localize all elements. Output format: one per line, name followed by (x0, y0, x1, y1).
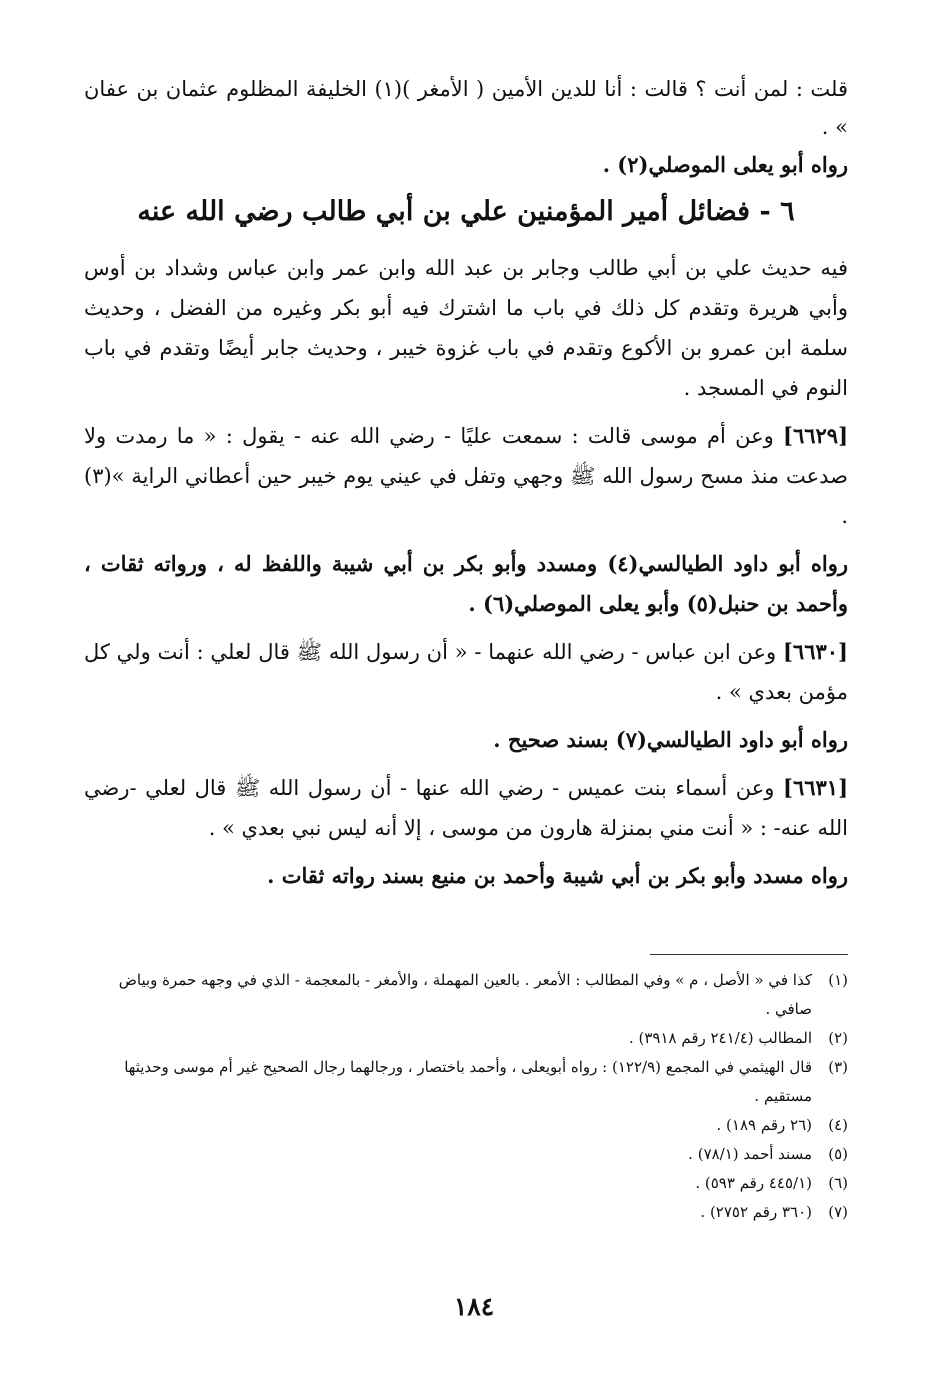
footnote-6 (84, 1169, 848, 1198)
hadith-6630 (84, 632, 848, 712)
narration-6629: رواه أبو داود الطيالسي(٤) ومسدد وأبو بكر بن أبي شيبة واللفظ له ، ورواته ثقات ، وأحمد بن حنبل(٥) وأبو يعلى الموصلي(٦) . (84, 551, 848, 616)
footnote-number: (٧) (828, 1203, 848, 1221)
footnote-5 (84, 1140, 848, 1169)
hadith-text: وعن أسماء بنت عميس - رضي الله عنها - أن رسول الله ﷺ قال لعلي -رضي الله عنه- : « أنت مني بمنزلة هارون من موسى ، إلا أنه ليس نبي بعدي » . (84, 776, 848, 840)
footnote-7 (84, 1198, 848, 1227)
intro-paragraph: فيه حديث علي بن أبي طالب وجابر بن عبد الله وابن عمر وابن عباس وشداد بن أوس وأبي هريرة وتقدم كل ذلك في باب ما اشترك فيه أبو بكر وغيره من الفضل ، وحديث سلمة ابن عمرو بن الأكوع وتقدم في باب غزوة خيبر ، وحديث جابر أيضًا وتقدم في باب النوم في المسجد . (84, 256, 848, 400)
hadith-number: [٦٦٢٩] (783, 423, 848, 448)
narration-6630: رواه أبو داود الطيالسي(٧) بسند صحيح . (493, 727, 848, 752)
footnote-number: (٥) (828, 1145, 848, 1163)
footnote-text: كذا في « الأصل ، م » وفي المطالب : الأمعر . بالعين المهملة ، والأمغر - بالمعجمة - الذي في وجهه حمرة وبياض صافي . (118, 971, 812, 1018)
footnote-number: (٣) (828, 1058, 848, 1076)
footnote-text: قال الهيثمي في المجمع (١٢٢/٩) : رواه أبويعلى ، وأحمد باختصار ، ورجالهما رجال الصحيح غير أم موسى وحديثها مستقيم . (124, 1058, 812, 1105)
hadith-number: [٦٦٣٠] (782, 639, 848, 664)
hadith-text: وعن ابن عباس - رضي الله عنهما - « أن رسول الله ﷺ قال لعلي : أنت ولي كل مؤمن بعدي » . (84, 640, 848, 704)
footnote-text: (٢٦ رقم ١٨٩) . (716, 1116, 812, 1134)
hadith-text: وعن أم موسى قالت : سمعت عليًا - رضي الله عنه - يقول : « ما رمدت ولا صدعت منذ مسح رسول الله ﷺ وجهي وتفل في عيني يوم خيبر حين أعطاني الراية »(٣) . (84, 424, 848, 528)
footnote-divider (650, 954, 848, 955)
footnote-2 (84, 1024, 848, 1053)
section-heading: ٦ - فضائل أمير المؤمنين علي بن أبي طالب رضي الله عنه (137, 196, 795, 227)
footnote-number: (١) (828, 971, 848, 989)
footnote-number: (٤) (828, 1116, 848, 1134)
hadith-6629 (84, 416, 848, 536)
footnote-3 (84, 1053, 848, 1111)
top-line-2: رواه أبو يعلى الموصلي(٢) . (602, 152, 848, 177)
footnotes (84, 966, 848, 1227)
footnote-number: (٦) (828, 1174, 848, 1192)
footnote-text: (٣٦٠ رقم ٢٧٥٢) . (700, 1203, 812, 1221)
footnote-1 (84, 966, 848, 1024)
hadith-number: [٦٦٣١] (783, 775, 848, 800)
footnote-text: (٤٤٥/١ رقم ٥٩٣) . (695, 1174, 812, 1192)
narration-6631: رواه مسدد وأبو بكر بن أبي شيبة وأحمد بن منيع بسند رواته ثقات . (267, 863, 848, 888)
footnote-4 (84, 1111, 848, 1140)
footnote-text: المطالب (٢٤١/٤ رقم ٣٩١٨) . (628, 1029, 812, 1047)
page-body (84, 70, 848, 904)
top-line-1: قلت : لمن أنت ؟ قالت : أنا للدين الأمين ( الأمغر )(١) الخليفة المظلوم عثمان بن عفان » . (84, 77, 848, 139)
page-number: ١٨٤ (453, 1292, 495, 1321)
footnote-number: (٢) (828, 1029, 848, 1047)
hadith-6631 (84, 768, 848, 848)
footnote-text: مسند أحمد (٧٨/١) . (688, 1145, 812, 1163)
